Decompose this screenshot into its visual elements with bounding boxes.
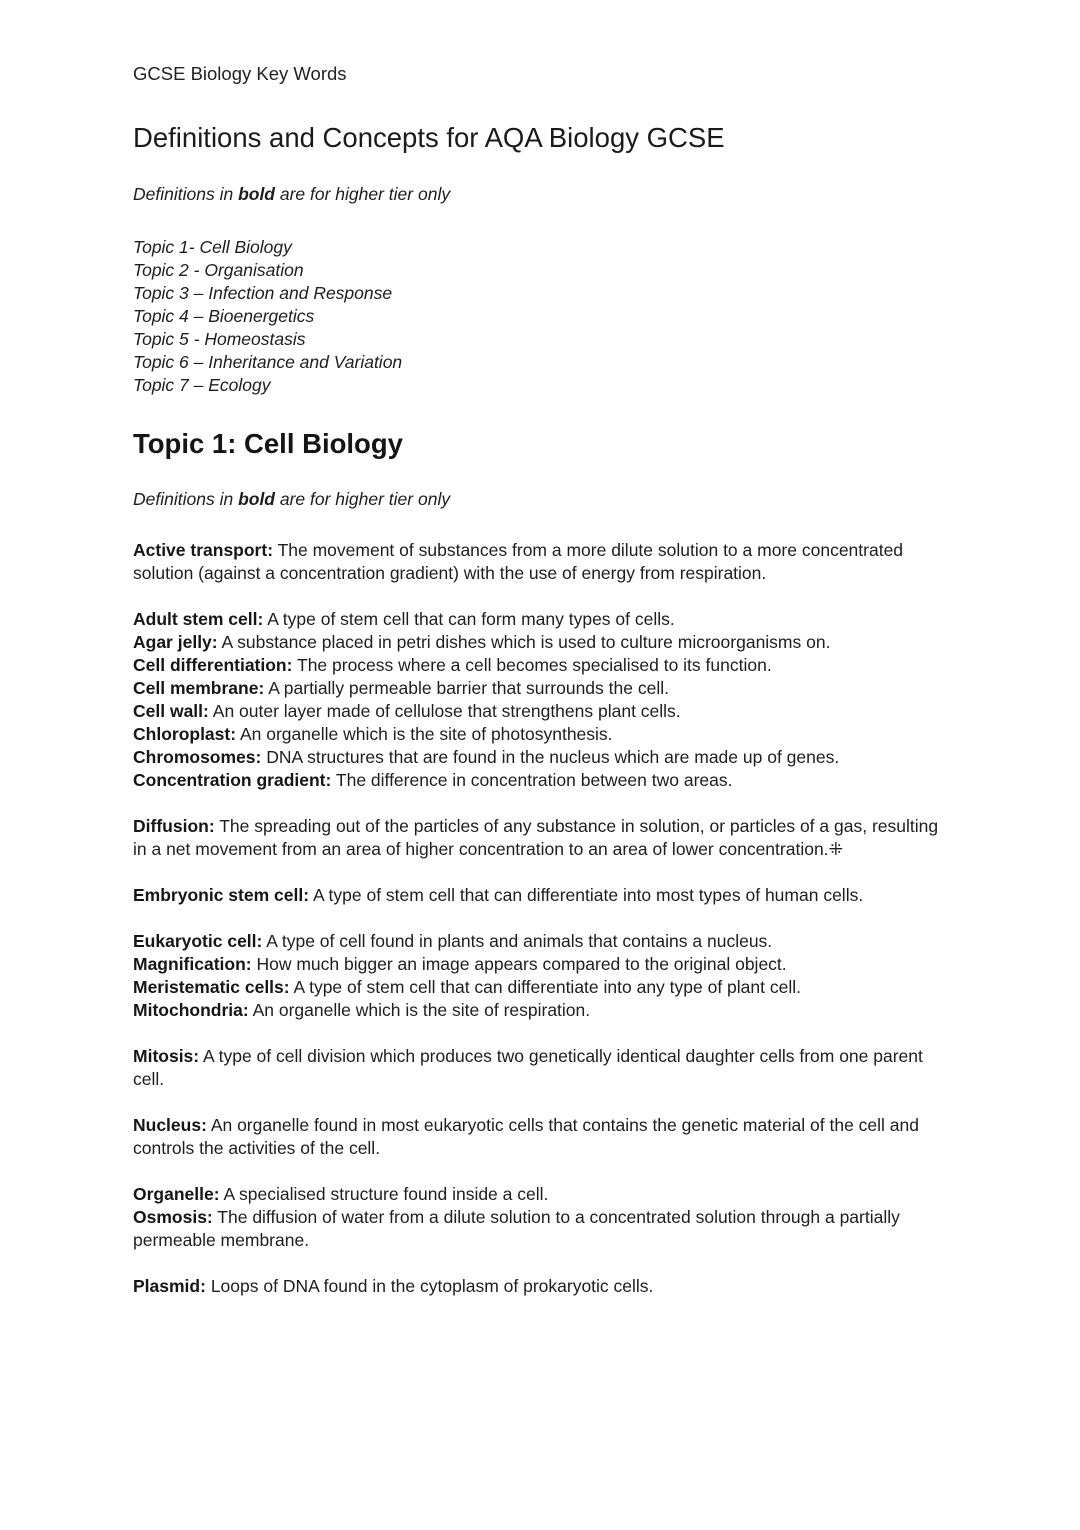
definition-text: An organelle which is the site of photosynthesis. xyxy=(239,724,613,744)
definition-text: A partially permeable barrier that surrounds the cell. xyxy=(268,678,669,698)
definition-group xyxy=(133,930,950,1022)
definition-entry xyxy=(133,746,950,769)
definition-text: A type of stem cell that can differentiate into most types of human cells. xyxy=(312,885,864,905)
definition-term: Mitochondria: xyxy=(133,1000,249,1020)
definition-entry xyxy=(133,976,950,999)
definition-group xyxy=(133,539,950,585)
definition-text: The movement of substances from a more dilute solution to a more concentrated solution (against a concentration gradient) with the use of energy from respiration. xyxy=(133,540,904,583)
definition-entry xyxy=(133,700,950,723)
topic-list-item: Topic 2 - Organisation xyxy=(133,260,304,280)
definition-term: Concentration gradient: xyxy=(133,770,332,790)
definition-text: An organelle which is the site of respiration. xyxy=(252,1000,591,1020)
definition-entry xyxy=(133,723,950,746)
definition-group xyxy=(133,884,950,907)
definition-group xyxy=(133,1183,950,1252)
definition-text: The difference in concentration between two areas. xyxy=(335,770,733,790)
definition-text: How much bigger an image appears compared to the original object. xyxy=(256,954,787,974)
definition-group xyxy=(133,815,950,861)
note-bold-word: bold xyxy=(238,184,275,204)
definition-entry xyxy=(133,631,950,654)
definition-term: Nucleus: xyxy=(133,1115,207,1135)
definition-text: A type of cell division which produces two genetically identical daughter cells from one parent cell. xyxy=(133,1046,923,1089)
definition-entry xyxy=(133,815,950,861)
definition-text: The spreading out of the particles of any substance in solution, or particles of a gas, resulting in a net movement from an area of higher concentration to an area of lower concentration.⁜ xyxy=(133,816,939,859)
definition-entry xyxy=(133,953,950,976)
definition-term: Meristematic cells: xyxy=(133,977,290,997)
definition-term: Mitosis: xyxy=(133,1046,200,1066)
section-heading: Topic 1: Cell Biology xyxy=(133,428,403,459)
definition-entry xyxy=(133,539,950,585)
definition-entry xyxy=(133,677,950,700)
note-prefix: Definitions in xyxy=(133,184,239,204)
definition-entry xyxy=(133,930,950,953)
page-title: Definitions and Concepts for AQA Biology GCSE xyxy=(133,122,725,153)
definition-term: Adult stem cell: xyxy=(133,609,264,629)
higher-tier-note xyxy=(133,183,950,206)
definition-group xyxy=(133,1114,950,1160)
document-header-text: GCSE Biology Key Words xyxy=(133,63,347,84)
definition-text: A substance placed in petri dishes which is used to culture microorganisms on. xyxy=(221,632,831,652)
definition-term: Diffusion: xyxy=(133,816,215,836)
definition-term: Eukaryotic cell: xyxy=(133,931,263,951)
definition-entry xyxy=(133,608,950,631)
topic-list-item: Topic 6 – Inheritance and Variation xyxy=(133,352,403,372)
definition-term: Chromosomes: xyxy=(133,747,262,767)
definition-entry xyxy=(133,769,950,792)
definition-text: The process where a cell becomes specialised to its function. xyxy=(297,655,772,675)
definition-term: Magnification: xyxy=(133,954,252,974)
definition-term: Organelle: xyxy=(133,1184,220,1204)
definition-entry xyxy=(133,654,950,677)
definition-term: Osmosis: xyxy=(133,1207,213,1227)
definitions-list xyxy=(133,539,950,1298)
definition-group xyxy=(133,1045,950,1091)
definition-text: Loops of DNA found in the cytoplasm of prokaryotic cells. xyxy=(210,1276,654,1296)
note-prefix: Definitions in xyxy=(133,489,239,509)
definition-term: Cell membrane: xyxy=(133,678,265,698)
definition-term: Cell wall: xyxy=(133,701,209,721)
note-suffix: are for higher tier only xyxy=(275,489,451,509)
definition-term: Embryonic stem cell: xyxy=(133,885,310,905)
definition-term: Agar jelly: xyxy=(133,632,218,652)
topics-list xyxy=(133,236,950,397)
definition-text: The diffusion of water from a dilute solution to a concentrated solution through a partially permeable membrane. xyxy=(133,1207,900,1250)
topic-list-item: Topic 5 - Homeostasis xyxy=(133,329,306,349)
definition-text: A type of stem cell that can form many types of cells. xyxy=(267,609,675,629)
definition-text: A type of stem cell that can differentiate into any type of plant cell. xyxy=(293,977,801,997)
note-bold-word: bold xyxy=(238,489,275,509)
definition-entry xyxy=(133,1045,950,1091)
definition-entry xyxy=(133,999,950,1022)
topic-list-item: Topic 7 – Ecology xyxy=(133,375,271,395)
definition-entry xyxy=(133,1114,950,1160)
definition-text: An outer layer made of cellulose that strengthens plant cells. xyxy=(212,701,681,721)
definition-text: A type of cell found in plants and animals that contains a nucleus. xyxy=(266,931,773,951)
topic-list-item: Topic 4 – Bioenergetics xyxy=(133,306,315,326)
definition-group xyxy=(133,1275,950,1298)
definition-entry xyxy=(133,884,950,907)
definition-group xyxy=(133,608,950,792)
definition-entry xyxy=(133,1275,950,1298)
note-suffix: are for higher tier only xyxy=(275,184,451,204)
definition-term: Cell differentiation: xyxy=(133,655,293,675)
definition-entry xyxy=(133,1183,950,1206)
definition-term: Active transport: xyxy=(133,540,274,560)
definition-text: An organelle found in most eukaryotic cells that contains the genetic material of the cell and controls the activities of the cell. xyxy=(133,1115,919,1158)
definition-term: Plasmid: xyxy=(133,1276,206,1296)
topic-list-item: Topic 1- Cell Biology xyxy=(133,237,292,257)
definition-entry xyxy=(133,1206,950,1252)
topic-list-item: Topic 3 – Infection and Response xyxy=(133,283,393,303)
higher-tier-note-repeat xyxy=(133,488,950,511)
definition-term: Chloroplast: xyxy=(133,724,237,744)
definition-text: DNA structures that are found in the nucleus which are made up of genes. xyxy=(266,747,840,767)
definition-text: A specialised structure found inside a cell. xyxy=(223,1184,549,1204)
